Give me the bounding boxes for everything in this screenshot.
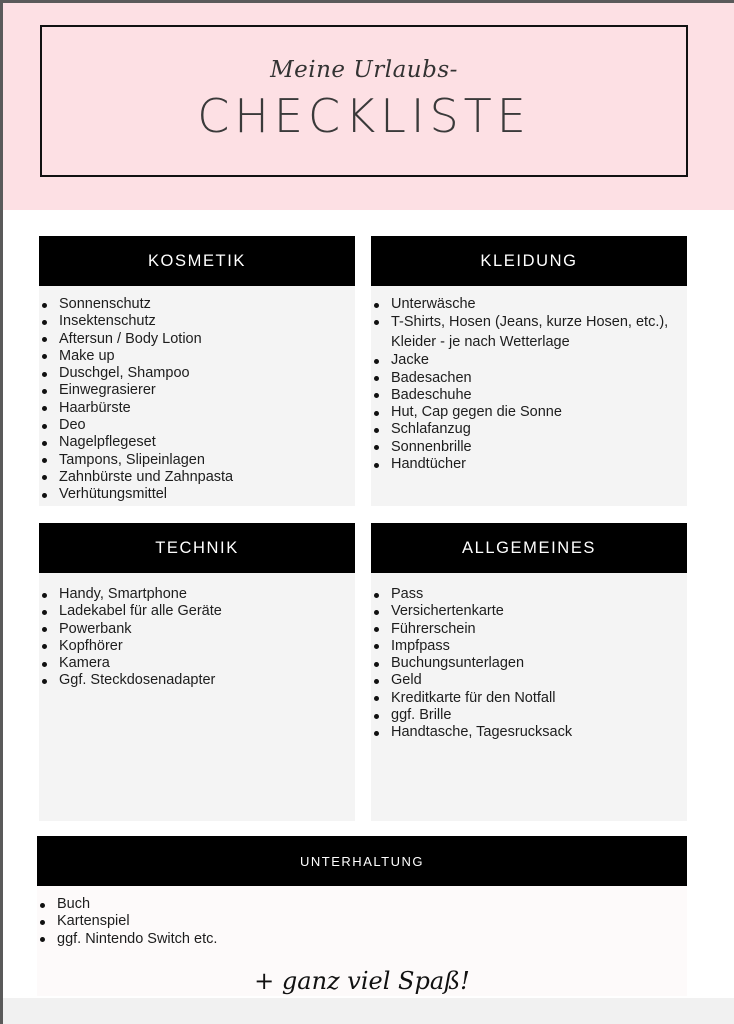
list-item: Unterwäsche <box>391 296 687 313</box>
list-item: Geld <box>391 672 687 689</box>
section-kosmetik <box>39 236 355 506</box>
section-allgemeines-title: ALLGEMEINES <box>371 523 687 573</box>
list-item: Verhütungsmittel <box>59 486 355 503</box>
list-item: Impfpass <box>391 638 687 655</box>
list-item: Kreditkarte für den Notfall <box>391 690 687 707</box>
list-item: Tampons, Slipeinlagen <box>59 452 355 469</box>
page-title: CHECKLISTE <box>197 89 531 143</box>
list-item: Führerschein <box>391 621 687 638</box>
list-item: Powerbank <box>59 621 355 638</box>
list-item: Sonnenschutz <box>59 296 355 313</box>
list-item: Ggf. Steckdosenadapter <box>59 672 355 689</box>
list-item: Deo <box>59 417 355 434</box>
list-item: Badeschuhe <box>391 387 687 404</box>
list-item: Hut, Cap gegen die Sonne <box>391 404 687 421</box>
section-kleidung <box>371 236 687 506</box>
section-kosmetik-list <box>39 286 355 504</box>
list-item: Zahnbürste und Zahnpasta <box>59 469 355 486</box>
list-item: Badesachen <box>391 370 687 387</box>
section-technik-title: TECHNIK <box>39 523 355 573</box>
list-item: Kopfhörer <box>59 638 355 655</box>
list-item: Duschgel, Shampoo <box>59 365 355 382</box>
list-item: Insektenschutz <box>59 313 355 330</box>
list-item: Handy, Smartphone <box>59 586 355 603</box>
list-item: Ladekabel für alle Geräte <box>59 603 355 620</box>
list-item: Buch <box>57 896 687 913</box>
list-item: Aftersun / Body Lotion <box>59 331 355 348</box>
section-unterhaltung-title: UNTERHALTUNG <box>37 836 687 886</box>
list-item: ggf. Brille <box>391 707 687 724</box>
list-item: Handtasche, Tagesrucksack <box>391 724 687 741</box>
section-unterhaltung <box>37 836 687 996</box>
list-item: ggf. Nintendo Switch etc. <box>57 931 687 948</box>
list-item: Nagelpflegeset <box>59 434 355 451</box>
list-item: Sonnenbrille <box>391 439 687 456</box>
header-band <box>0 0 734 210</box>
section-unterhaltung-list <box>37 886 687 948</box>
list-item: T-Shirts, Hosen (Jeans, kurze Hosen, etc.), Kleider - je nach Wetterlage <box>391 313 687 352</box>
section-kleidung-list <box>371 286 687 473</box>
section-kosmetik-title: KOSMETIK <box>39 236 355 286</box>
section-kleidung-title: KLEIDUNG <box>371 236 687 286</box>
list-item: Versichertenkarte <box>391 603 687 620</box>
title-box <box>40 25 688 177</box>
list-item: Buchungsunterlagen <box>391 655 687 672</box>
fun-tagline: + ganz viel Spaß! <box>254 967 470 995</box>
list-item: Haarbürste <box>59 400 355 417</box>
page-subtitle: Meine Urlaubs- <box>270 57 458 83</box>
page-bottom-edge <box>0 998 734 1024</box>
section-allgemeines-list <box>371 573 687 742</box>
list-item: Kamera <box>59 655 355 672</box>
list-item: Handtücher <box>391 456 687 473</box>
section-allgemeines <box>371 523 687 821</box>
list-item: Pass <box>391 586 687 603</box>
list-item: Einwegrasierer <box>59 382 355 399</box>
section-technik-list <box>39 573 355 690</box>
section-technik <box>39 523 355 821</box>
list-item: Kartenspiel <box>57 913 687 930</box>
list-item: Schlafanzug <box>391 421 687 438</box>
list-item: Jacke <box>391 352 687 369</box>
list-item: Make up <box>59 348 355 365</box>
